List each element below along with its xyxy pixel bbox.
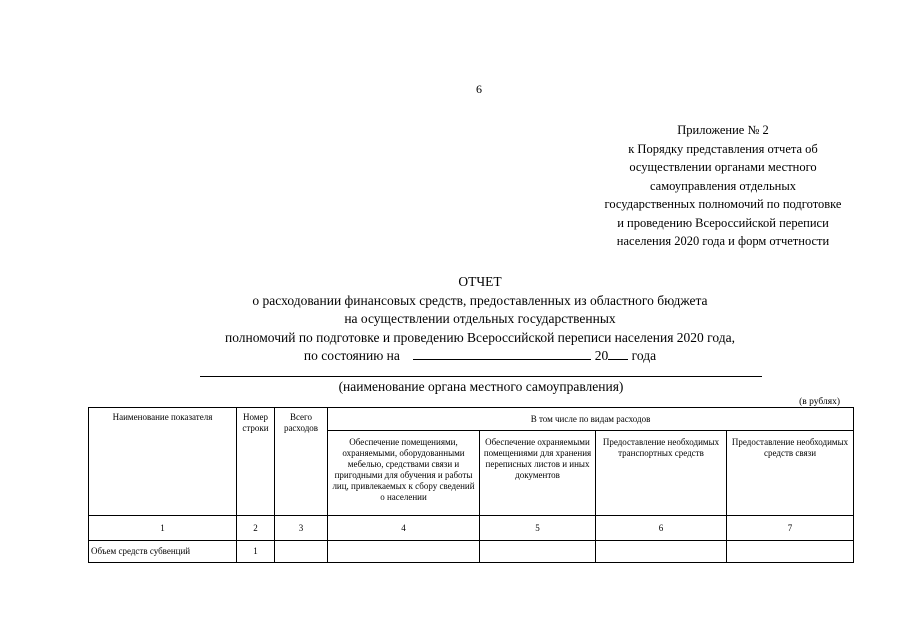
- column-number: 1: [89, 516, 237, 541]
- report-subtitle-line: о расходовании финансовых средств, предоставленных из областного бюджета: [252, 292, 708, 308]
- appendix-line: и проведению Всероссийской переписи: [617, 215, 829, 230]
- page-number: 6: [476, 82, 482, 96]
- header-including: В том числе по видам расходов: [328, 408, 854, 431]
- organization-name-line[interactable]: [200, 376, 762, 377]
- row-number: 1: [237, 541, 275, 563]
- report-subtitle-line: на осуществлении отдельных государственных: [344, 311, 616, 327]
- column-number: 4: [328, 516, 480, 541]
- row-cell-communication[interactable]: [727, 541, 854, 563]
- table-row: [89, 541, 854, 563]
- year-suffix: года: [631, 348, 657, 364]
- header-row-number: Номер строки: [237, 408, 275, 516]
- header-sub-storage: Обеспечение охраняемыми помещениями для хранения переписных листов и иных документов: [480, 431, 596, 516]
- appendix-line: государственных полномочий по подготовке: [604, 197, 842, 211]
- appendix-line: Приложение № 2: [677, 123, 769, 137]
- report-table: [88, 407, 854, 563]
- column-number: 5: [480, 516, 596, 541]
- appendix-line: населения 2020 года и форм отчетности: [616, 234, 830, 248]
- appendix-line: к Порядку представления отчета об: [628, 141, 818, 156]
- organization-caption: (наименование органа местного самоуправления): [338, 379, 624, 394]
- column-number: 3: [275, 516, 328, 541]
- year-blank[interactable]: [608, 347, 628, 360]
- appendix-line: самоуправления отдельных: [649, 178, 796, 193]
- appendix-line: осуществлении органами местного: [629, 160, 817, 174]
- as-of-date-line: [180, 347, 780, 366]
- report-title: ОТЧЕТ: [458, 274, 502, 289]
- year-prefix: 20: [594, 348, 609, 364]
- column-number: 2: [237, 516, 275, 541]
- appendix-block: [570, 121, 876, 251]
- units-label: (в рублях): [799, 397, 840, 407]
- column-number: 6: [596, 516, 727, 541]
- header-indicator: Наименование показателя: [89, 408, 237, 516]
- row-cell-premises[interactable]: [328, 541, 480, 563]
- date-blank[interactable]: [413, 347, 591, 360]
- header-sub-transport: Предоставление необходимых транспортных средств: [596, 431, 727, 516]
- as-of-label: по состоянию на: [303, 348, 400, 364]
- row-total-cell[interactable]: [275, 541, 328, 563]
- row-cell-transport[interactable]: [596, 541, 727, 563]
- report-subtitle-line: полномочий по подготовке и проведению Всероссийской переписи населения 2020 года,: [225, 329, 735, 345]
- header-total: Всего расходов: [275, 408, 328, 516]
- row-indicator-name: Объем средств субвенций: [89, 541, 237, 563]
- report-title-block: [180, 273, 780, 366]
- row-cell-storage[interactable]: [480, 541, 596, 563]
- header-sub-communication: Предоставление необходимых средств связи: [727, 431, 854, 516]
- column-number: 7: [727, 516, 854, 541]
- header-sub-premises: Обеспечение помещениями, охраняемыми, оборудованными мебелью, средствами связи и пригодными для обучения и работы лиц, привлекаемых к сбору сведений о населении: [328, 431, 480, 516]
